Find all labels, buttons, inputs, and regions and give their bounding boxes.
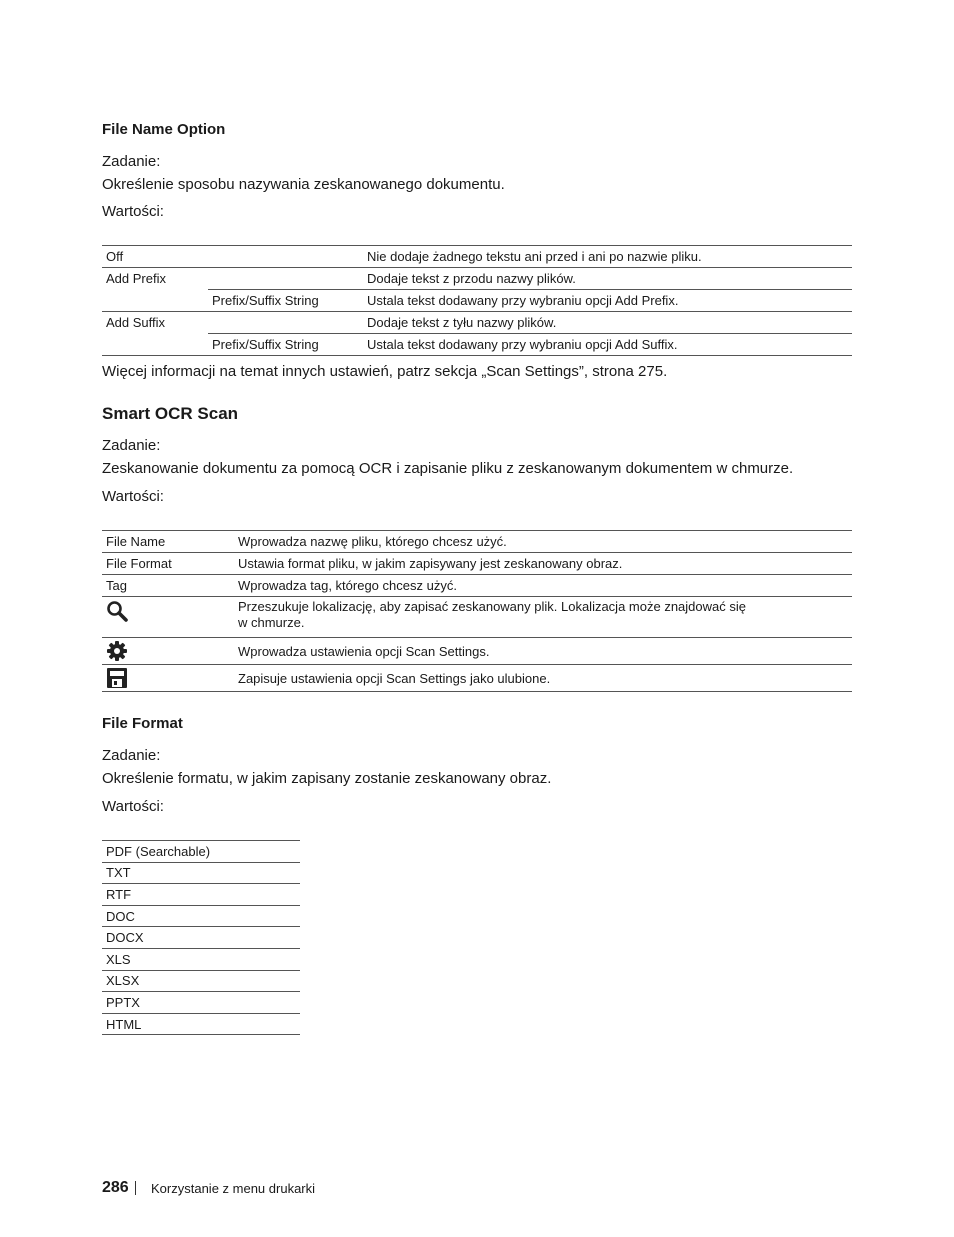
table-cell <box>208 246 363 268</box>
task-text: Zeskanowanie dokumentu za pomocą OCR i zapisanie pliku z zeskanowanym dokumentem w chmurze. <box>102 460 794 477</box>
table-row <box>102 268 852 290</box>
task-label: Zadanie: <box>102 747 161 764</box>
table-cell <box>102 665 234 692</box>
table-row <box>102 575 852 597</box>
table-cell: Wprowadza tag, którego chcesz użyć. <box>238 578 457 593</box>
table-cell <box>208 312 363 334</box>
table-row <box>102 312 852 334</box>
table-cell: Nie dodaje żadnego tekstu ani przed i ani po nazwie pliku. <box>367 249 702 264</box>
table-row <box>102 841 300 863</box>
table-row <box>102 992 300 1014</box>
row-description-cont: w chmurze. <box>238 615 305 630</box>
footer-chapter-title: Korzystanie z menu drukarki <box>151 1181 316 1196</box>
values-label: Wartości: <box>102 203 164 220</box>
table-cell: HTML <box>106 1016 142 1032</box>
task-label: Zadanie: <box>102 437 161 454</box>
table-row <box>102 665 852 692</box>
table-row <box>102 597 852 638</box>
table-cell: RTF <box>106 886 132 902</box>
table-cell: Zapisuje ustawienia opcji Scan Settings jako ulubione. <box>238 670 551 686</box>
table-row <box>102 531 852 553</box>
more-info-text: Więcej informacji na temat innych ustawień, patrz sekcja „Scan Settings”, strona 275. <box>102 363 668 380</box>
table-row <box>102 638 852 665</box>
table-cell: DOC <box>106 908 135 924</box>
table-cell: Ustala tekst dodawany przy wybraniu opcji Add Suffix. <box>367 337 678 352</box>
section-heading-file-format: File Format <box>102 715 183 732</box>
values-label: Wartości: <box>102 488 164 505</box>
table-cell: Wprowadza nazwę pliku, którego chcesz użyć. <box>238 534 507 549</box>
table-cell: XLS <box>106 951 131 967</box>
file-name-option-table <box>102 245 852 356</box>
table-cell: Prefix/Suffix String <box>212 293 319 308</box>
section-heading-smart-ocr-scan: Smart OCR Scan <box>102 404 239 423</box>
table-cell: PDF (Searchable) <box>106 843 211 859</box>
table-cell: File Name <box>106 534 166 549</box>
table-cell: PPTX <box>106 994 140 1010</box>
table-cell: Wprowadza ustawienia opcji Scan Settings. <box>238 643 490 659</box>
table-cell: Dodaje tekst z przodu nazwy plików. <box>363 268 852 290</box>
footer-divider <box>135 1181 136 1195</box>
page-number: 286 <box>102 1179 129 1196</box>
table-cell: XLSX <box>106 973 140 989</box>
table-row <box>102 948 300 970</box>
smart-ocr-scan-table <box>102 530 852 692</box>
table-cell <box>208 268 363 290</box>
table-row <box>102 1013 300 1035</box>
table-row <box>102 970 300 992</box>
table-cell <box>234 597 852 638</box>
task-label: Zadanie: <box>102 153 161 170</box>
table-row <box>102 334 852 356</box>
table-cell <box>102 638 234 665</box>
table-cell: Off <box>106 249 124 264</box>
table-row <box>102 553 852 575</box>
values-label: Wartości: <box>102 798 164 815</box>
file-format-table <box>102 840 300 1035</box>
table-row <box>102 905 300 927</box>
table-cell: DOCX <box>106 930 144 946</box>
table-cell: Ustala tekst dodawany przy wybraniu opcji Add Prefix. <box>367 293 679 308</box>
table-cell: Dodaje tekst z tyłu nazwy plików. <box>363 312 852 334</box>
table-row <box>102 927 300 949</box>
table-cell <box>102 290 208 312</box>
table-row <box>102 290 852 312</box>
table-row <box>102 884 300 906</box>
task-text: Określenie formatu, w jakim zapisany zostanie zeskanowany obraz. <box>102 770 552 787</box>
task-text: Określenie sposobu nazywania zeskanowanego dokumentu. <box>102 176 505 193</box>
table-cell: TXT <box>106 865 131 881</box>
save-icon <box>106 667 230 689</box>
table-row <box>102 862 300 884</box>
table-cell <box>102 334 208 356</box>
search-icon <box>106 600 230 622</box>
table-cell: Add Prefix <box>106 271 166 287</box>
table-cell: Ustawia format pliku, w jakim zapisywany jest zeskanowany obraz. <box>238 556 623 571</box>
table-cell <box>102 597 234 638</box>
table-cell: Prefix/Suffix String <box>212 337 319 352</box>
row-description: Przeszukuje lokalizację, aby zapisać zeskanowany plik. Lokalizacja może znajdować się <box>238 599 746 614</box>
table-row <box>102 246 852 268</box>
table-cell: Tag <box>106 578 127 593</box>
section-heading-file-name-option: File Name Option <box>102 121 226 138</box>
table-cell: Add Suffix <box>106 315 166 331</box>
gear-icon <box>106 640 230 662</box>
table-cell: File Format <box>106 556 172 571</box>
